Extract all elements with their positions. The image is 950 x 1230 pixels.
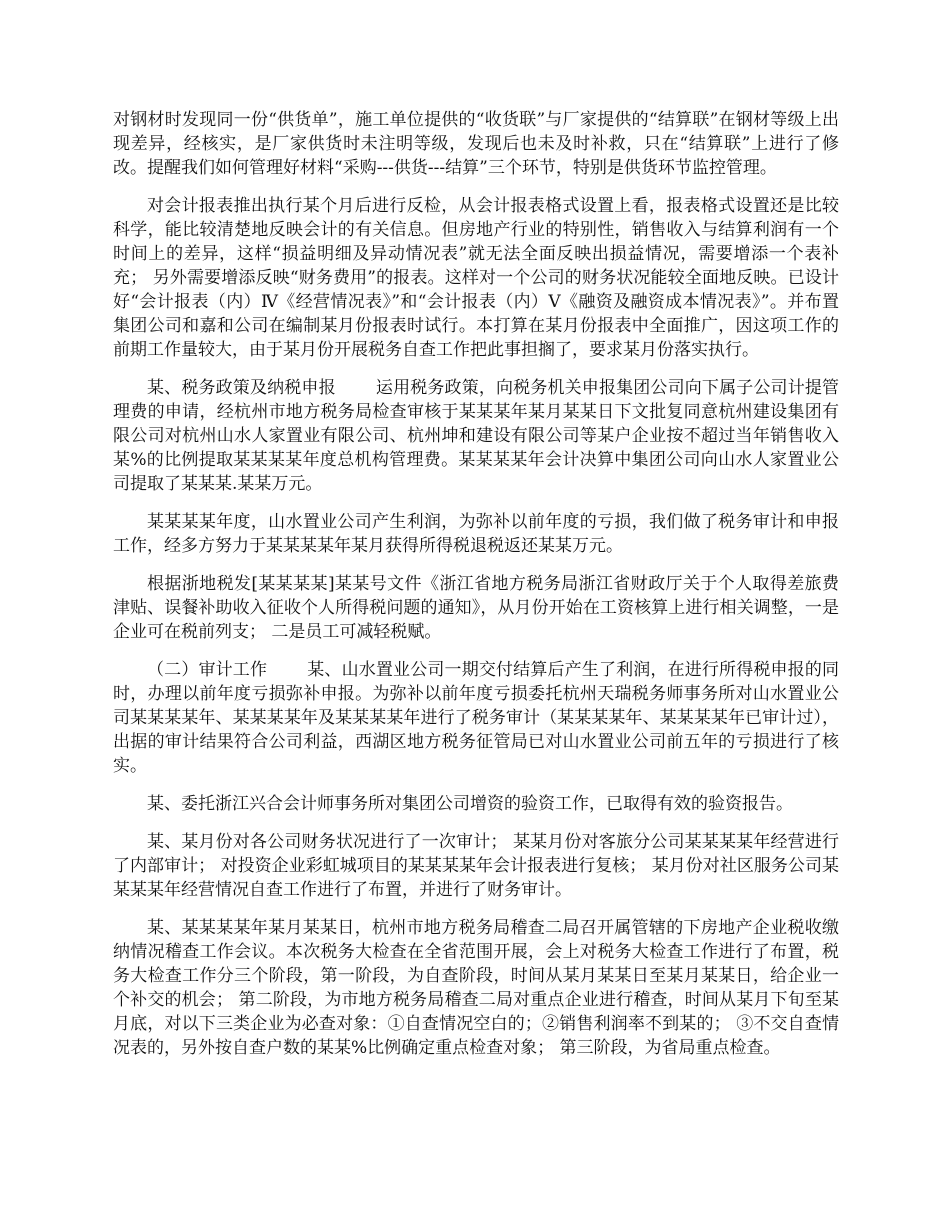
paragraph-4-text: 某某某某年度，山水置业公司产生利润，为弥补以前年度的亏损，我们做了税务审计和申报工作，经多方努力于某某某某年某月获得所得税退税返还某某万元。	[113, 512, 839, 556]
paragraph-4	[113, 510, 839, 558]
paragraph-2	[113, 194, 839, 362]
section-heading-tax-policy: 某、税务政策及纳税申报	[147, 378, 336, 398]
paragraph-6-text: 某、山水置业公司一期交付结算后产生了利润，在进行所得税申报的同时，办理以前年度亏损弥补申报。为弥补以前年度亏损委托杭州天瑞税务师事务所对山水置业公司某某某某年、某某某某年及某某某某年进行了税务审计（某某某某年、某某某某年已审计过），出据的审计结果符合公司利益，西湖区地方税务征管局已对山水置业公司前五年的亏损进行了核实。	[113, 660, 840, 776]
paragraph-3	[113, 376, 839, 496]
section-heading-audit: （二）审计工作	[147, 660, 268, 680]
paragraph-5-text: 根据浙地税发[某某某某]某某号文件《浙江省地方税务局浙江省财政厅关于个人取得差旅费津贴、误餐补助收入征收个人所得税问题的通知》，从月份开始在工资核算上进行相关调整，一是企业可在税前列支； 二是员工可减轻税赋。	[113, 574, 839, 642]
paragraph-9-text: 某、某某某某年某月某某日，杭州市地方税务局稽查二局召开属管辖的下房地产企业税收缴纳情况稽查工作会议。本次税务大检查在全省范围开展，会上对税务大检查工作进行了布置，税务大检查工作分三个阶段，第一阶段，为自查阶段，时间从某月某某日至某月某某日，给企业一个补交的机会； 第二阶段，为市地方税务局稽查二局对重点企业进行稽查，时间从某月下旬至某月底，对以下三类企业为必查对象：①自查情况空白的；②销售利润率不到某的； ③不交自查情况表的，另外按自查户数的某某%比例确定重点检查对象； 第三阶段，为省局重点检查。	[113, 918, 839, 1058]
paragraph-3-text: 运用税务政策，向税务机关申报集团公司向下属子公司计提管理费的申请，经杭州市地方税务局检查审核于某某某年某月某某日下文批复同意杭州建设集团有限公司对杭州山水人家置业有限公司、杭州坤和建设有限公司等某户企业按不超过当年销售收入某%的比例提取某某某某年度总机构管理费。某某某某年会计决算中集团公司向山水人家置业公司提取了某某某.某某万元。	[113, 378, 840, 494]
paragraph-7-text: 某、委托浙江兴合会计师事务所对集团公司增资的验资工作，已取得有效的验资报告。	[147, 794, 793, 814]
paragraph-7	[113, 792, 839, 816]
paragraph-6	[113, 658, 839, 778]
document-page	[113, 108, 839, 1074]
paragraph-9	[113, 916, 839, 1060]
paragraph-1-text: 对钢材时发现同一份“供货单”，施工单位提供的“收货联”与厂家提供的“结算联”在钢材等级上出现差异，经核实，是厂家供货时未注明等级，发现后也未及时补救，只在“结算联”上进行了修改。提醒我们如何管理好材料“采购---供货---结算”三个环节，特别是供货环节监控管理。	[113, 110, 839, 178]
paragraph-8	[113, 830, 839, 902]
paragraph-2-text: 对会计报表推出执行某个月后进行反检，从会计报表格式设置上看，报表格式设置还是比较科学，能比较清楚地反映会计的有关信息。但房地产行业的特别性，销售收入与结算利润有一个时间上的差异，这样“损益明细及异动情况表”就无法全面反映出损益情况，需要增添一个表补充； 另外需要增添反映“财务费用”的报表。这样对一个公司的财务状况能较全面地反映。已设计好“会计报表（内）Ⅳ《经营情况表》”和“会计报表（内）Ⅴ《融资及融资成本情况表》”。并布置集团公司和嘉和公司在编制某月份报表时试行。本打算在某月份报表中全面推广，因这项工作的前期工作量较大，由于某月份开展税务自查工作把此事担搁了，要求某月份落实执行。	[113, 196, 839, 360]
paragraph-5	[113, 572, 839, 644]
paragraph-8-text: 某、某月份对各公司财务状况进行了一次审计； 某某月份对客旅分公司某某某某年经营进行了内部审计； 对投资企业彩虹城项目的某某某某年会计报表进行复核； 某月份对社区服务公司某某某某年经营情况自查工作进行了布置，并进行了财务审计。	[113, 832, 839, 900]
paragraph-1	[113, 108, 839, 180]
